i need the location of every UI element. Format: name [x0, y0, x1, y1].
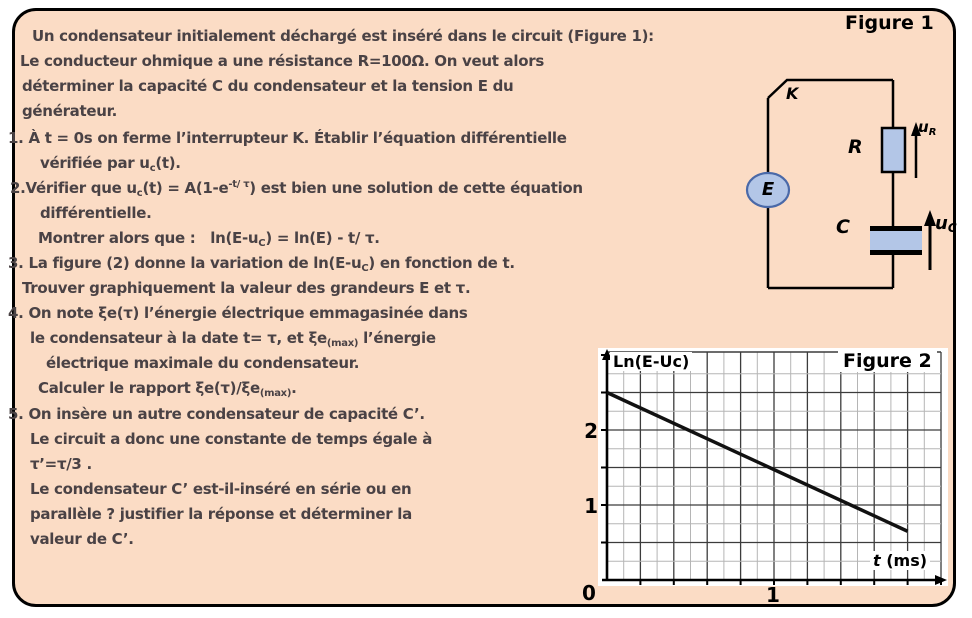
figure1-caption: Figure 1: [845, 12, 934, 34]
figure2-caption: Figure 2: [838, 350, 937, 372]
resistor-body: [882, 128, 905, 172]
switch-label: K: [786, 84, 799, 103]
body-line: parallèle ? justifier la réponse et déterminer la: [30, 505, 412, 523]
capacitor-label: C: [836, 216, 850, 238]
body-line: Le conducteur ohmique a une résistance R=100Ω. On veut alors: [20, 52, 544, 70]
figure1-circuit-diagram: [730, 60, 965, 300]
figure2-graph: [582, 348, 948, 607]
body-line-q2: 2.Vérifier que $u_c(t) = A(1-e^{-t/ \tau})$ est bien une solution de cette équation: [10, 179, 583, 199]
x-tick-label-0: 0: [582, 581, 596, 605]
y-axis-label: Ln(E-Uc): [610, 352, 692, 371]
body-line: générateur.: [22, 102, 117, 120]
body-line: Trouver graphiquement la valeur des grandeurs E et τ.: [22, 279, 471, 297]
body-line-q5: 5. On insère un autre condensateur de capacité C’.: [8, 405, 425, 423]
y-tick-label-1: 1: [584, 494, 598, 518]
x-axis-label: t (ms): [870, 551, 930, 570]
body-line: le condensateur à la date t= τ, et $\xi e_{(max)}$ l’énergie: [30, 329, 436, 349]
body-line: τ’=τ/3 .: [30, 455, 92, 473]
body-line-q1: 1. À t = 0s on ferme l’interrupteur K. Établir l’équation différentielle: [8, 129, 567, 147]
x-tick-label-1: 1: [766, 583, 780, 607]
capacitor-dielectric: [870, 231, 922, 250]
body-line: valeur de C’.: [30, 530, 134, 548]
capacitor-plate-top: [870, 226, 922, 231]
uR-voltage-label: $u_R$: [918, 118, 937, 138]
uC-voltage-label: $u_C$: [935, 213, 957, 235]
body-line: Calculer le rapport $\xi e(\tau)/\xi e_{(max)}$.: [38, 379, 297, 399]
body-line: différentielle.: [40, 204, 152, 222]
body-line: vérifiée par $u_c(t)$.: [40, 154, 181, 174]
body-line: électrique maximale du condensateur.: [46, 354, 360, 372]
capacitor-plate-bottom: [870, 250, 922, 255]
y-tick-label-2: 2: [584, 419, 598, 443]
body-line: Le circuit a donc une constante de temps égale à: [30, 430, 433, 448]
body-line: Un condensateur initialement déchargé est inséré dans le circuit (Figure 1):: [32, 27, 654, 45]
generator-label: E: [761, 179, 775, 200]
body-line: déterminer la capacité C du condensateur et la tension E du: [22, 77, 514, 95]
body-line: Montrer alors que : $\ln(E-u_C) = \ln(E) - t/$ τ.: [38, 229, 380, 249]
body-line-q3: 3. La figure (2) donne la variation de $\ln(E-u_C)$ en fonction de t.: [8, 254, 515, 274]
resistor-label: R: [848, 136, 863, 158]
body-line-q4: 4. On note ξe(τ) l’énergie électrique emmagasinée dans: [8, 304, 468, 322]
body-line: Le condensateur C’ est-il-inséré en série ou en: [30, 480, 412, 498]
